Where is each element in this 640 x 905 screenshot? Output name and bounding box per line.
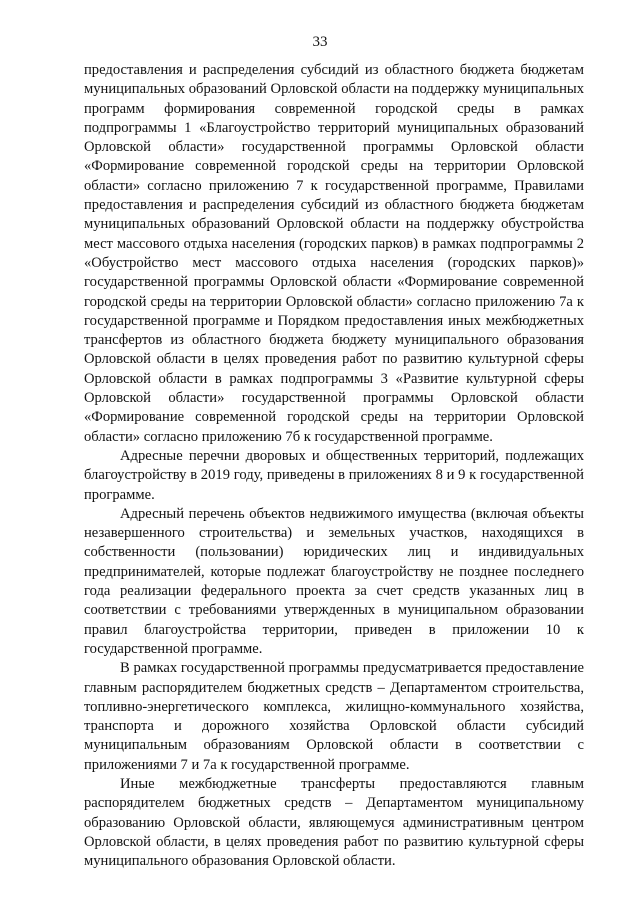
paragraph-subsidies: В рамках государственной программы предусматривается предоставление главным распорядителем бюджетных средств – Департаментом строительства, топливно-энергетического комплекса, жилищно-коммунального хозяйства, транспорта и дорожного хозяйства Орловской области субсидий муниципальным образованиям Орловской области в соответствии с приложениями 7 и 7а к государственной программе. [84,660,584,773]
paragraph-continuation: предоставления и распределения субсидий из областного бюджета бюджетам муниципальных образований Орловской области на поддержку муниципальных программ формирования современной городской среды в рамках подпрограммы 1 «Благоустройство территорий муниципальных образований Орловской области» государственной программы Орловской области «Формирование современной городской среды на территории Орловской области» согласно приложению 7 к государственной программе, Правилами предоставления и распределения субсидий из областного бюджета бюджетам муниципальных образований Орловской области на поддержку обустройства мест массового отдыха населения (городских парков) в рамках подпрограммы 2 «Обустройство мест массового отдыха населения (городских парков)» государственной программы Орловской области «Формирование современной городской среды на территории Орловской области» согласно приложению 7а к государственной программе и Порядком предоставления иных межбюджетных трансфертов из областного бюджета бюджету муниципального образования Орловской области в целях проведения работ по развитию культурной сферы Орловской области в рамках подпрограммы 3 «Развитие культурной сферы Орловской области» государственной программы Орловской области «Формирование современной городской среды на территории Орловской области» согласно приложению 7б к государственной программе. [84,62,584,445]
paragraph-transfers: Иные межбюджетные трансферты предоставляются главным распорядителем бюджетных средств – Департаментом муниципальному образованию Орловской области, являющемуся административным центром Орловской области, в целях проведения работ по развитию культурной сферы муниципального образования Орловской области. [84,775,584,870]
body-text [84,61,584,871]
paragraph-real-estate-list: Адресный перечень объектов недвижимого имущества (включая объекты незавершенного строительства) и земельных участков, находящихся в собственности (пользовании) юридических лиц и индивидуальных предпринимателей, которые подлежат благоустройству не позднее последнего года реализации федерального проекта за счет средств указанных лиц в соответствии с требованиями утвержденных в муниципальном образовании правил благоустройства территории, приведен в приложении 10 к государственной программе. [84,505,584,657]
page-number: 33 [312,34,328,50]
paragraph-address-lists: Адресные перечни дворовых и общественных территорий, подлежащих благоустройству в 2019 году, приведены в приложениях 8 и 9 к государственной программе. [84,447,584,503]
